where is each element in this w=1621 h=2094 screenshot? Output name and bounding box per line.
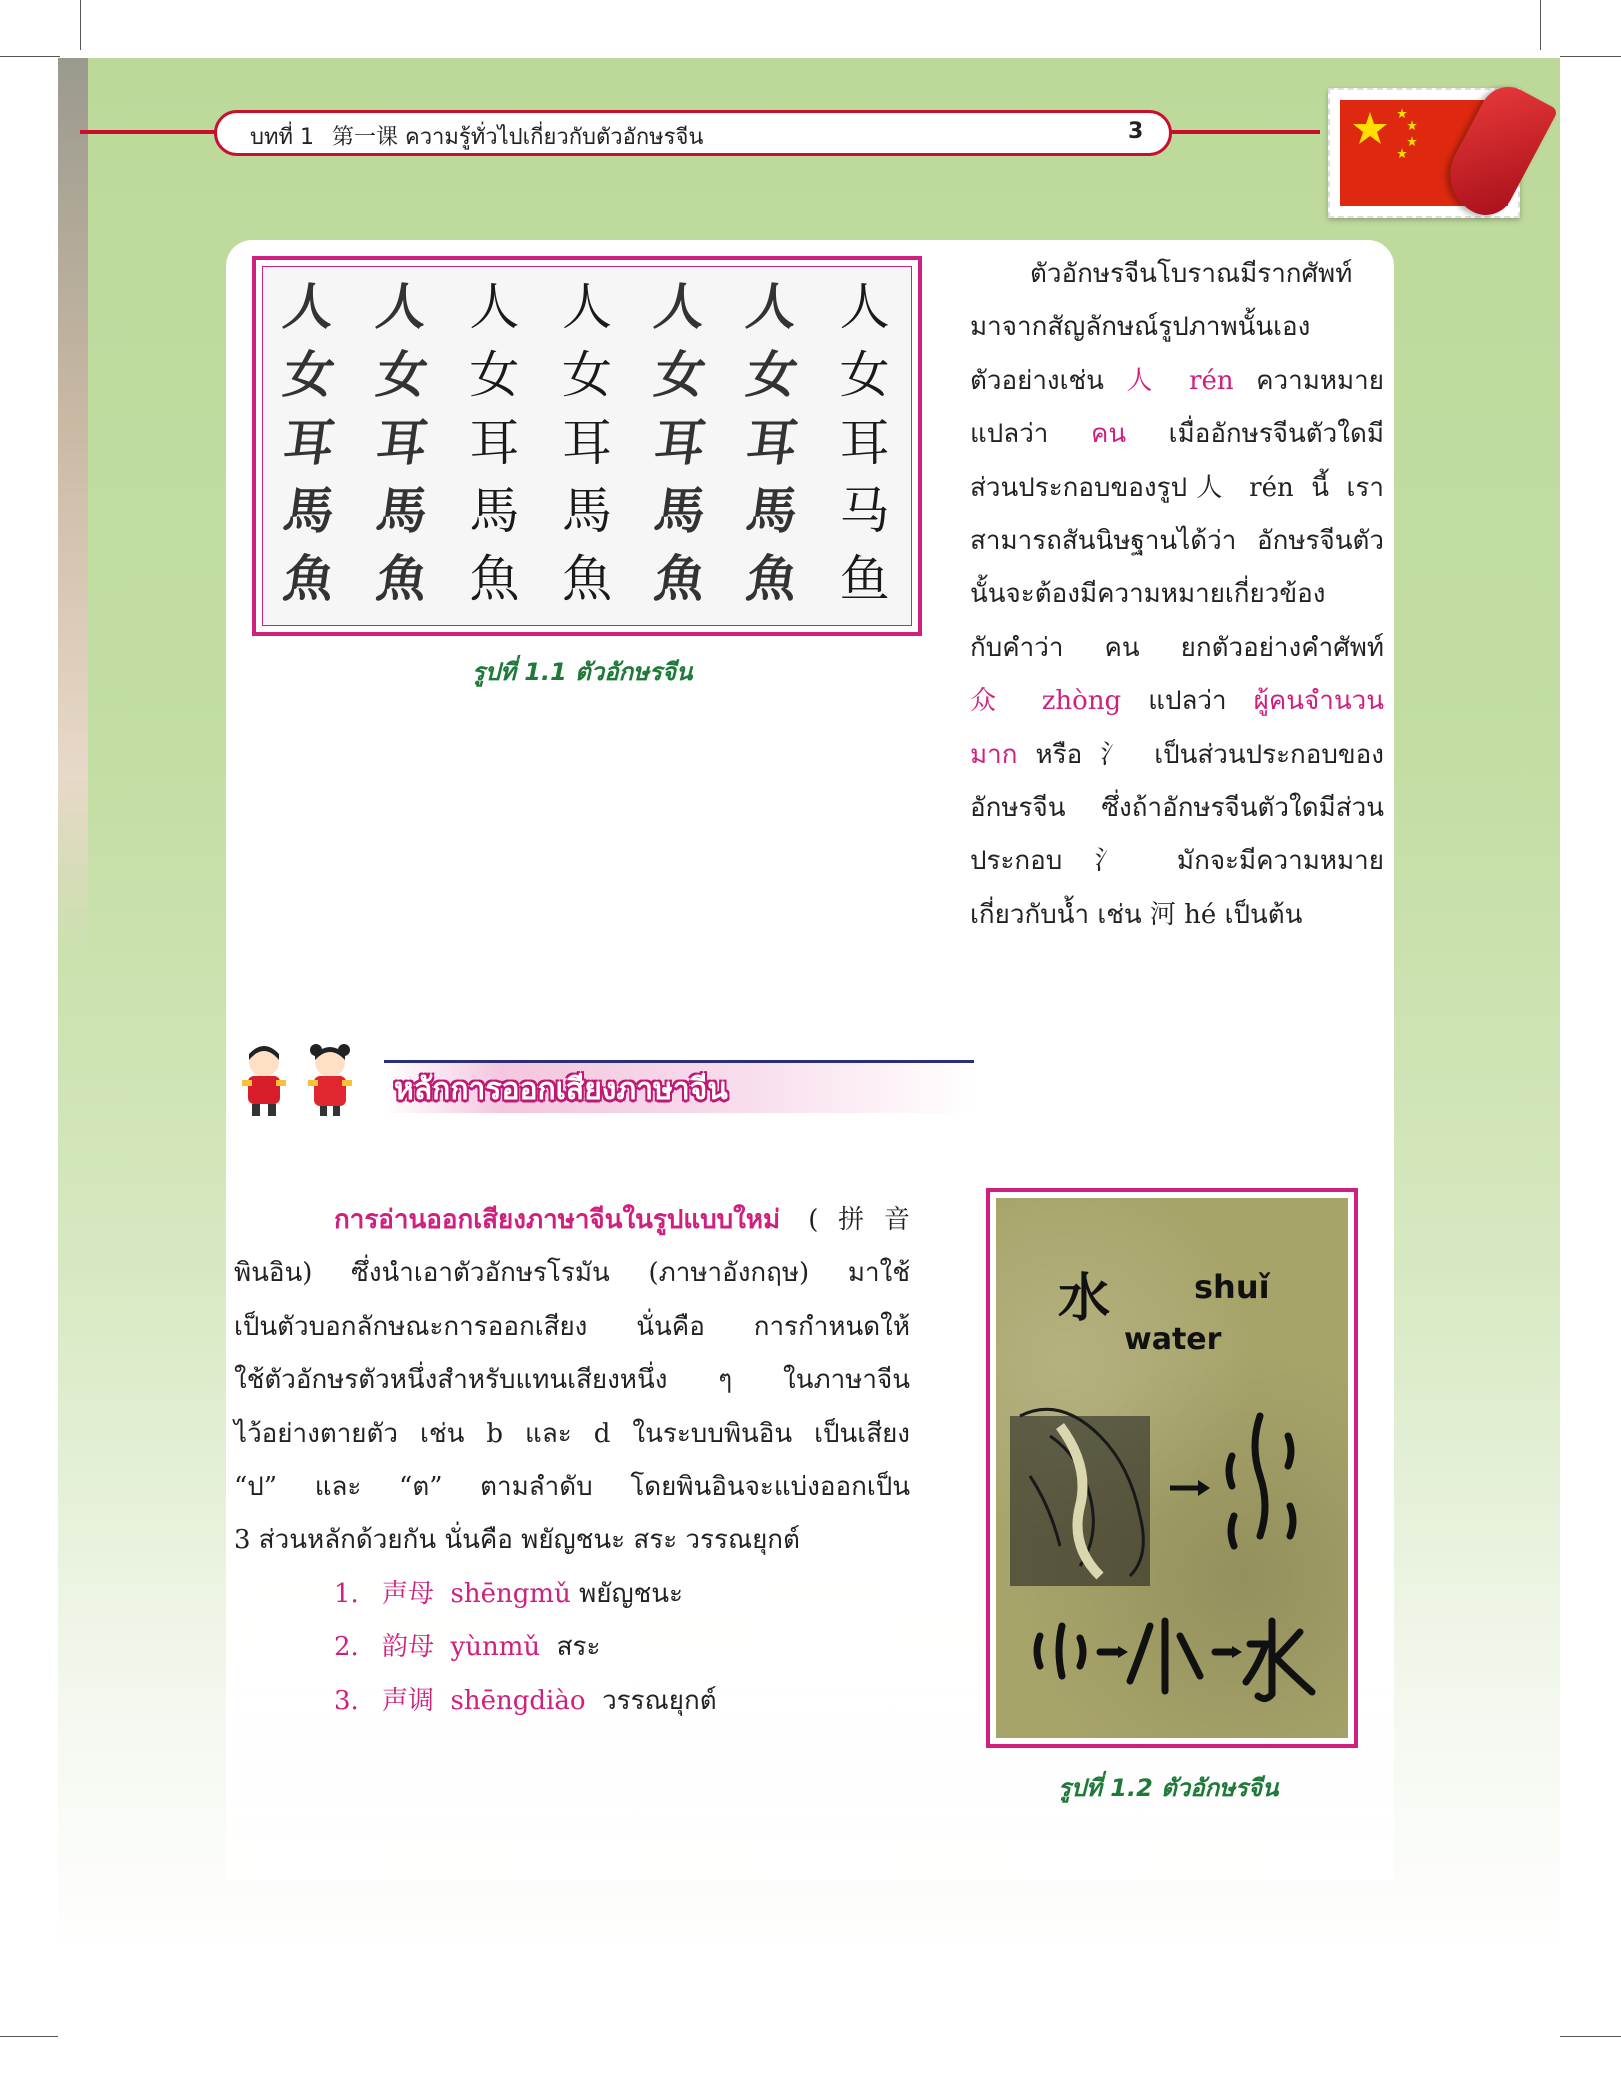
list-item: 1. 声母 shēngmǔ พยัญชนะ bbox=[334, 1579, 683, 1609]
figure-2-caption: รูปที่ 1.2 ตัวอักษรจีน bbox=[1058, 1774, 1279, 1802]
water-character: 水 bbox=[1058, 1269, 1111, 1329]
glyph-cell: 女 bbox=[372, 346, 431, 404]
list-item: 2. 韵母 yùnmǔ สระ bbox=[334, 1632, 601, 1663]
text-line: เป็นตัวบอกลักษณะการออกเสียง นั่นคือ การกำหนดให้ bbox=[234, 1311, 910, 1342]
left-photo-strip bbox=[58, 58, 88, 958]
glyph-cell: 女 bbox=[839, 346, 890, 404]
lead-phrase: การอ่านออกเสียงภาษาจีนในรูปแบบใหม่ bbox=[334, 1205, 781, 1235]
glyph-cell: 魚 bbox=[372, 550, 431, 608]
china-flag-stamp bbox=[1328, 88, 1520, 218]
glyph-cell: 女 bbox=[561, 346, 612, 404]
text-line: กับคำว่า คน ยกตัวอย่างคำศัพท์ bbox=[970, 632, 1384, 663]
water-english: water bbox=[1124, 1322, 1222, 1357]
text-line: ประกอบ 氵 มักจะมีความหมาย bbox=[970, 846, 1384, 877]
glyph-cell: 魚 bbox=[469, 550, 520, 608]
paragraph-ancient-characters bbox=[970, 248, 1384, 942]
running-header bbox=[250, 119, 703, 154]
highlight-term: 人 rén bbox=[1126, 365, 1234, 396]
glyph-cell: 耳 bbox=[280, 414, 339, 472]
glyph-cell: 耳 bbox=[839, 414, 890, 472]
glyph-cell: 人 bbox=[743, 278, 802, 336]
glyph-cell: 耳 bbox=[650, 414, 709, 472]
crop-mark bbox=[1560, 56, 1621, 57]
lesson-number: บทที่ 1 bbox=[250, 125, 314, 150]
glyph-row bbox=[263, 341, 911, 409]
glyph-cell: 人 bbox=[839, 278, 890, 336]
glyph-cell: 馬 bbox=[650, 482, 709, 540]
text-line: มาก หรือ 氵 เป็นส่วนประกอบของ bbox=[970, 739, 1384, 770]
paragraph-pinyin-intro bbox=[234, 1194, 910, 1568]
glyph-row bbox=[263, 545, 911, 613]
text-line: พินอิน) ซึ่งนำเอาตัวอักษรโรมัน (ภาษาอังกฤษ) มาใช้ bbox=[234, 1258, 910, 1289]
glyph-cell: 魚 bbox=[743, 550, 802, 608]
glyph-grid bbox=[263, 273, 911, 613]
water-pinyin: shuǐ bbox=[1194, 1268, 1270, 1306]
text-line: 众 zhòng แปลว่า ผู้คนจำนวน bbox=[970, 686, 1384, 717]
text-line: ใช้ตัวอักษรตัวหนึ่งสำหรับแทนเสียงหนึ่ง ๆ ในภาษาจีน bbox=[234, 1365, 910, 1396]
figure-character-evolution bbox=[252, 256, 922, 636]
glyph-cell: 女 bbox=[469, 346, 520, 404]
glyph-cell: 人 bbox=[280, 278, 339, 336]
glyph-cell: 马 bbox=[839, 482, 890, 540]
highlight-term: ผู้คนจำนวน bbox=[1253, 686, 1384, 717]
text-line: ส่วนประกอบของรูป人 rén นี้ เรา bbox=[970, 472, 1384, 503]
text-line: ตัวอย่างเช่น 人 rén ความหมาย bbox=[970, 365, 1385, 396]
glyph-cell: 人 bbox=[372, 278, 431, 336]
highlight-term: 众 zhòng bbox=[970, 686, 1122, 717]
text-line: เกี่ยวกับน้ำ เช่น 河 hé เป็นต้น bbox=[970, 899, 1303, 930]
text-line: “ป” และ “ต” ตามลำดับ โดยพินอินจะแบ่งออกเป็น bbox=[234, 1472, 910, 1503]
glyph-cell: 女 bbox=[743, 346, 802, 404]
glyph-cell: 耳 bbox=[743, 414, 802, 472]
crop-mark bbox=[1560, 2036, 1621, 2037]
crop-mark bbox=[1540, 0, 1541, 50]
glyph-cell: 耳 bbox=[469, 414, 520, 472]
highlight-term: คน bbox=[1090, 419, 1127, 450]
glyph-cell: 魚 bbox=[561, 550, 612, 608]
figure-water-character bbox=[986, 1188, 1358, 1748]
glyph-cell: 馬 bbox=[743, 482, 802, 540]
glyph-cell: 耳 bbox=[372, 414, 431, 472]
text-line: ตัวอักษรจีนโบราณมีรากศัพท์ bbox=[1030, 259, 1353, 289]
text-line: นั้นจะต้องมีความหมายเกี่ยวข้อง bbox=[970, 579, 1326, 610]
glyph-cell: 馬 bbox=[561, 482, 612, 540]
section-title: หลักการออกเสียงภาษาจีน bbox=[394, 1072, 728, 1107]
chinese-girl-icon bbox=[300, 1040, 360, 1120]
page-number: 3 bbox=[1128, 119, 1144, 144]
text-line: ไว้อย่างตายตัว เช่น b และ d ในระบบพินอิน เป็นเสียง bbox=[234, 1418, 910, 1449]
text-line: มาจากสัญลักษณ์รูปภาพนั้นเอง bbox=[970, 312, 1311, 343]
river-evolution-illustration bbox=[1010, 1376, 1348, 1736]
glyph-cell: 魚 bbox=[650, 550, 709, 608]
text-line: แปลว่า คน เมื่ออักษรจีนตัวใดมี bbox=[970, 419, 1384, 450]
glyph-cell: 女 bbox=[650, 346, 709, 404]
figure-1-caption: รูปที่ 1.1 ตัวอักษรจีน bbox=[472, 658, 693, 686]
crop-mark bbox=[80, 0, 81, 50]
glyph-row bbox=[263, 477, 911, 545]
glyph-cell: 鱼 bbox=[839, 550, 890, 608]
highlight-term: มาก bbox=[970, 739, 1018, 770]
glyph-row bbox=[263, 273, 911, 341]
crop-mark bbox=[0, 2036, 60, 2037]
text-line: 3 ส่วนหลักด้วยกัน นั่นคือ พยัญชนะ สระ วรรณยุกต์ bbox=[234, 1525, 800, 1556]
lesson-title: ความรู้ทั่วไปเกี่ยวกับตัวอักษรจีน bbox=[404, 125, 704, 150]
glyph-cell: 人 bbox=[561, 278, 612, 336]
chinese-boy-icon bbox=[234, 1040, 294, 1120]
glyph-cell: 女 bbox=[280, 346, 339, 404]
glyph-cell: 人 bbox=[650, 278, 709, 336]
glyph-cell: 耳 bbox=[561, 414, 612, 472]
glyph-cell: 馬 bbox=[469, 482, 520, 540]
text-line: อักษรจีน ซึ่งถ้าอักษรจีนตัวใดมีส่วน bbox=[970, 793, 1384, 824]
pinyin-components-list bbox=[334, 1568, 717, 1728]
list-item: 3. 声调 shēngdiào วรรณยุกต์ bbox=[334, 1685, 717, 1716]
text-line: การอ่านออกเสียงภาษาจีนในรูปแบบใหม่ (拼音 bbox=[334, 1205, 910, 1235]
glyph-row bbox=[263, 409, 911, 477]
crop-mark bbox=[0, 56, 60, 57]
glyph-cell: 馬 bbox=[280, 482, 339, 540]
glyph-cell: 人 bbox=[469, 278, 520, 336]
glyph-cell: 馬 bbox=[372, 482, 431, 540]
lesson-chinese: 第一课 bbox=[331, 125, 398, 150]
glyph-cell: 魚 bbox=[280, 550, 339, 608]
text-line: สามารถสันนิษฐานได้ว่า อักษรจีนตัว bbox=[970, 526, 1384, 557]
section-heading bbox=[234, 1040, 974, 1120]
